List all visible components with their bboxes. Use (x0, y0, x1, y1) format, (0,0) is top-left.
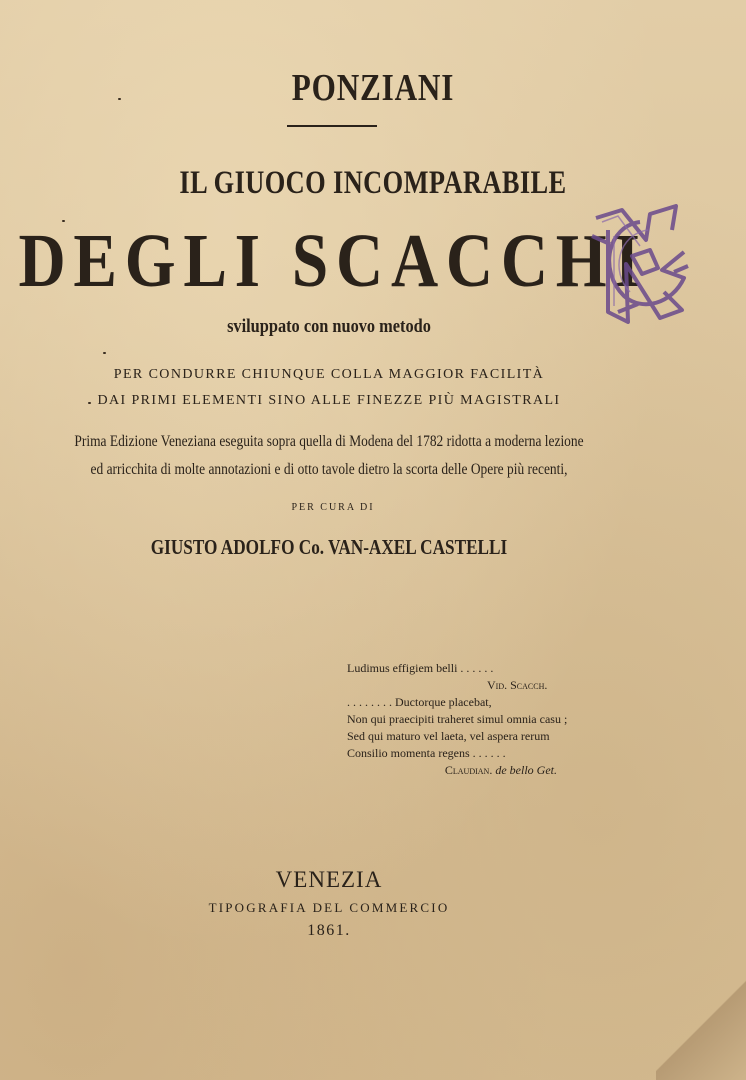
per-cura-label: PER CURA DI (291, 502, 375, 513)
attribution-author: Claudian. (444, 763, 493, 777)
epigraph-line: Ludimus effigiem belli . . . . . . (347, 661, 494, 675)
page-corner (656, 970, 746, 1080)
description-line1: PER CONDURRE CHIUNQUE COLLA MAGGIOR FACILITÀ (113, 367, 545, 382)
title-divider (287, 125, 377, 127)
epigraph-line: Consilio momenta regens . . . . . . (347, 746, 506, 760)
edition-line1: Prima Edizione Veneziana eseguita sopra quella di Modena del 1782 ridotta a moderna lezione (74, 433, 584, 450)
book-editor: GIUSTO ADOLFO Co. VAN-AXEL CASTELLI (150, 535, 508, 559)
epigraph-line: . . . . . . . . Ductorque placebat, (347, 695, 492, 709)
edition-line2: ed arricchita di molte annotazioni e di otto tavole dietro la scorta delle Opere più recenti, (90, 461, 568, 478)
book-subtitle: sviluppato con nuovo metodo (227, 316, 431, 337)
book-title-line2: DEGLI SCACCHI (18, 219, 648, 303)
imprint-year: 1861. (307, 922, 351, 939)
book-author: PONZIANI (291, 67, 455, 109)
epigraph-attribution (347, 762, 587, 779)
book-title-line1: IL GIUOCO INCOMPARABILE (179, 165, 567, 201)
imprint-printer: TIPOGRAFIA DEL COMMERCIO (208, 900, 450, 915)
ink-speck (103, 352, 106, 354)
epigraph-source: Vid. Scacch. (487, 678, 548, 692)
description-line2: DAI PRIMI ELEMENTI SINO ALLE FINEZZE PIÙ MAGISTRALI (97, 393, 561, 408)
imprint-city: VENEZIA (275, 867, 383, 892)
epigraph-line: Sed qui maturo vel laeta, vel aspera rerum (347, 729, 550, 743)
attribution-work: de bello Get. (495, 763, 557, 777)
epigraph (347, 660, 587, 779)
epigraph-line: Non qui praecipiti traheret simul omnia casu ; (347, 712, 568, 726)
monogram-stamp-icon (588, 200, 692, 328)
